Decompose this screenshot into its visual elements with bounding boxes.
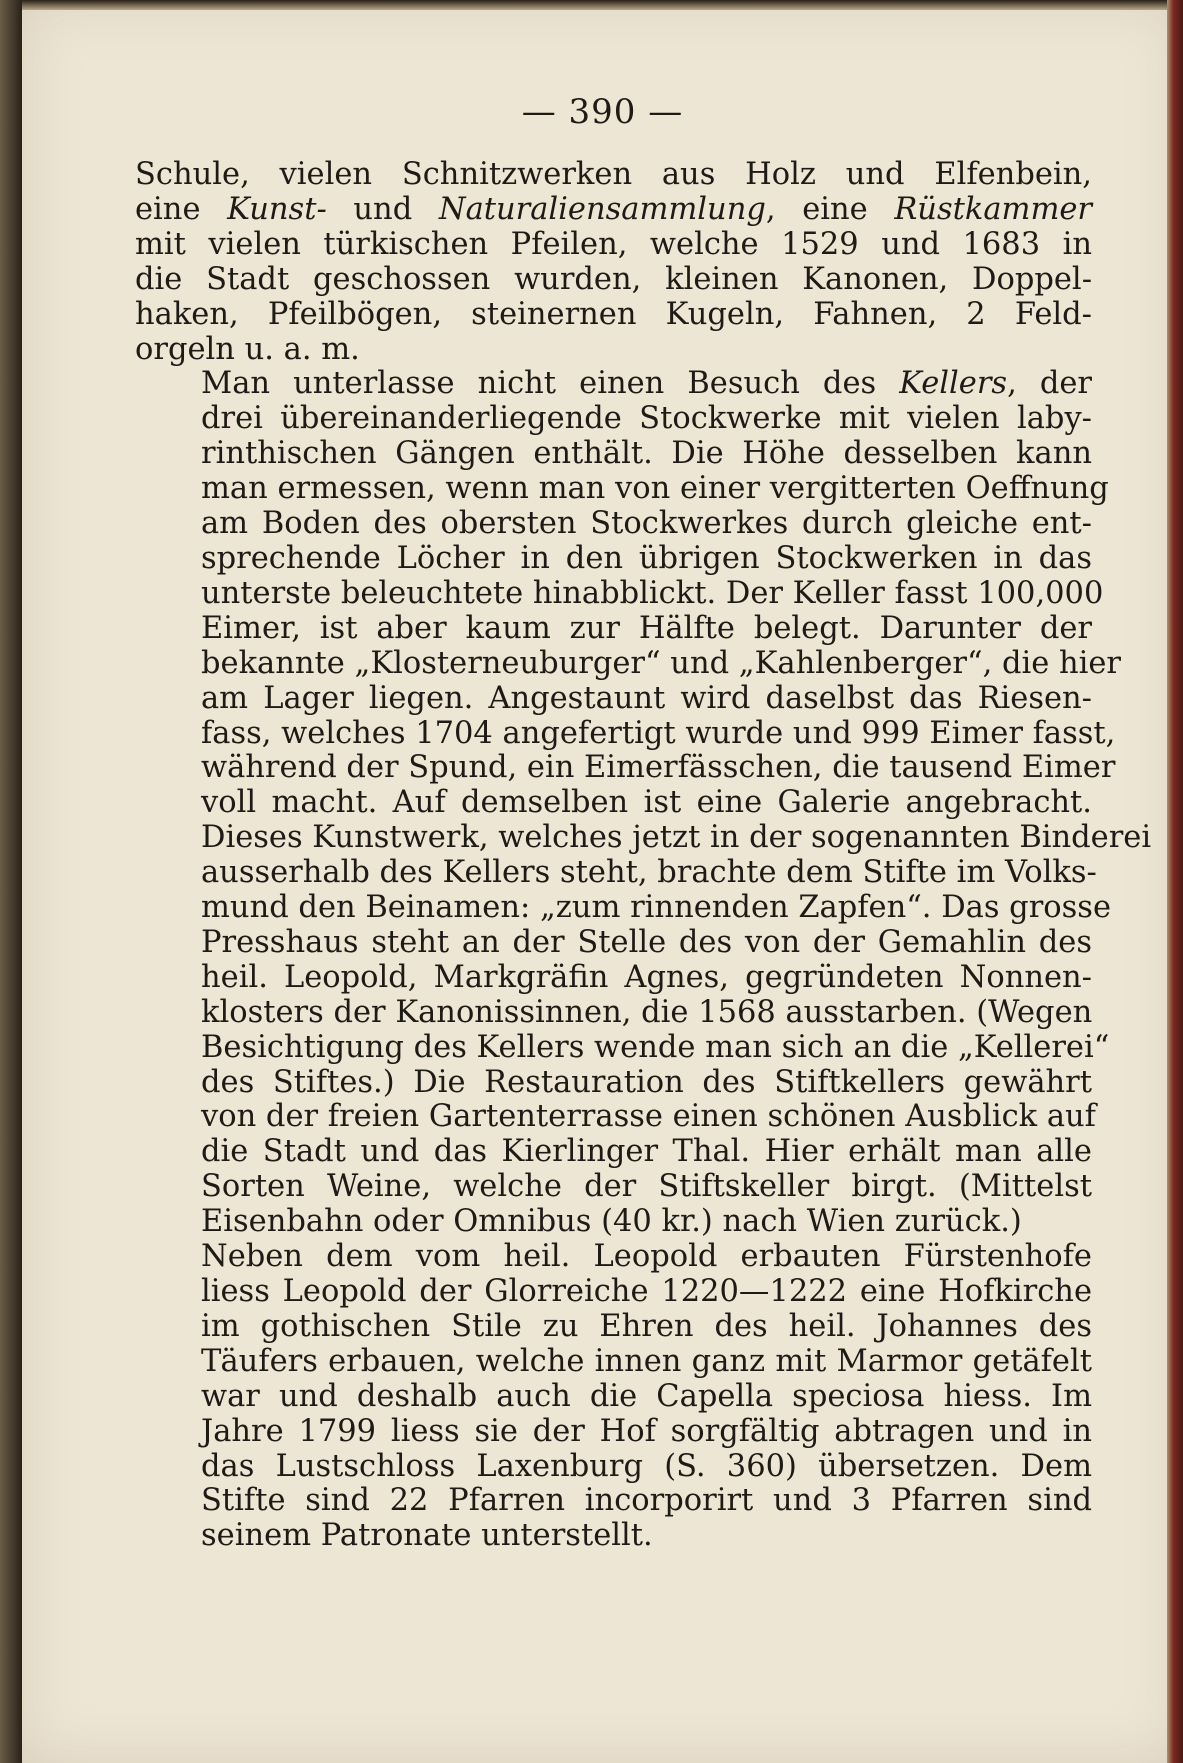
text-line: des Stiftes.) Die Restauration des Stiftkellers gewährt	[201, 1064, 1092, 1100]
text-line: drei übereinanderliegende Stockwerke mit vielen laby-	[201, 401, 1092, 437]
body-text	[135, 157, 1152, 1554]
italic-term: Naturaliensammlung	[438, 191, 766, 227]
text-line: Schule, vielen Schnitzwerken aus Holz und Elfenbein,	[135, 157, 1092, 192]
text-line: Man unterlasse nicht einen Besuch des Kellers, der	[201, 366, 1092, 402]
text-line: orgeln u. a. m.	[135, 331, 360, 367]
text-line: rinthischen Gängen enthält. Die Höhe desselben kann	[201, 436, 1092, 472]
text-line: eine Kunst- und Naturaliensammlung, eine Rüstkammer	[135, 191, 1092, 227]
text-line: Eisenbahn oder Omnibus (40 kr.) nach Wien zurück.)	[201, 1204, 1022, 1240]
text-line: klosters der Kanonissinnen, die 1568 ausstarben. (Wegen	[201, 994, 1093, 1030]
text-line: haken, Pfeilbögen, steinernen Kugeln, Fahnen, 2 Feld-	[135, 296, 1092, 332]
book-spine-edge	[0, 0, 22, 1763]
text-line: Besichtigung des Kellers wende man sich an die „Kellerei“	[201, 1029, 1110, 1065]
text-line: die Stadt und das Kierlinger Thal. Hier erhält man alle	[201, 1134, 1092, 1170]
text-line: mund den Beinamen: „zum rinnenden Zapfen“. Das grosse	[201, 890, 1111, 926]
text-line: das Lustschloss Laxenburg (S. 360) übersetzen. Dem	[201, 1448, 1092, 1484]
page-number: — 390 —	[521, 92, 684, 132]
text-line: am Boden des obersten Stockwerkes durch gleiche ent-	[201, 506, 1092, 542]
text-line: unterste beleuchtete hinabblickt. Der Keller fasst 100,000	[201, 575, 1104, 611]
text-line: bekannte „Klosterneuburger“ und „Kahlenberger“, die hier	[201, 645, 1122, 681]
text-line: war und deshalb auch die Capella speciosa hiess. Im	[201, 1378, 1092, 1414]
text-line: Neben dem vom heil. Leopold erbauten Fürstenhofe	[201, 1239, 1092, 1275]
text-line: Täufers erbauen, welche innen ganz mit Marmor getäfelt	[201, 1343, 1092, 1379]
text-line: Sorten Weine, welche der Stiftskeller birgt. (Mittelst	[201, 1169, 1092, 1205]
text-line: fass, welches 1704 angefertigt wurde und 999 Eimer fasst,	[201, 715, 1116, 751]
italic-term: Rüstkammer	[894, 191, 1092, 227]
text-line: liess Leopold der Glorreiche 1220—1222 eine Hofkirche	[201, 1274, 1092, 1309]
paragraph	[135, 158, 1092, 367]
text-line: Presshaus steht an der Stelle des von der Gemahlin des	[201, 924, 1092, 960]
text-line: Dieses Kunstwerk, welches jetzt in der sogenannten Binderei	[201, 820, 1152, 856]
text-line: von der freien Gartenterrasse einen schönen Ausblick auf	[201, 1099, 1096, 1135]
text-line: während der Spund, ein Eimerfässchen, die tausend Eimer	[201, 750, 1116, 786]
paragraph	[135, 1240, 1092, 1554]
text-line: Eimer, ist aber kaum zur Hälfte belegt. Darunter der	[201, 610, 1092, 646]
text-line: sprechende Löcher in den übrigen Stockwerken in das	[201, 540, 1092, 576]
text-line: am Lager liegen. Angestaunt wird daselbst das Riesen-	[201, 680, 1092, 716]
text-line: ausserhalb des Kellers steht, brachte dem Stifte im Volks-	[201, 855, 1097, 891]
text-line: seinem Patronate unterstellt.	[201, 1518, 653, 1554]
text-line: mit vielen türkischen Pfeilen, welche 1529 und 1683 in	[135, 226, 1092, 262]
text-line: Jahre 1799 liess sie der Hof sorgfältig abtragen und in	[201, 1413, 1092, 1449]
italic-term: Kellers	[899, 366, 1008, 402]
paragraph	[135, 366, 1152, 1240]
italic-term: Kunst-	[227, 191, 327, 227]
text-line: Stifte sind 22 Pfarren incorporirt und 3 Pfarren sind	[201, 1483, 1092, 1519]
text-line: heil. Leopold, Markgräfin Agnes, gegründeten Nonnen-	[201, 959, 1092, 995]
book-cover-edge	[1167, 0, 1183, 1763]
text-line: im gothischen Stile zu Ehren des heil. Johannes des	[201, 1308, 1092, 1344]
text-line: man ermessen, wenn man von einer vergitterten Oeffnung	[201, 471, 1109, 507]
page-top-edge	[22, 0, 1183, 10]
text-line: die Stadt geschossen wurden, kleinen Kanonen, Doppel-	[135, 261, 1092, 297]
text-line: voll macht. Auf demselben ist eine Galerie angebracht.	[201, 785, 1092, 821]
book-page	[22, 0, 1183, 1763]
